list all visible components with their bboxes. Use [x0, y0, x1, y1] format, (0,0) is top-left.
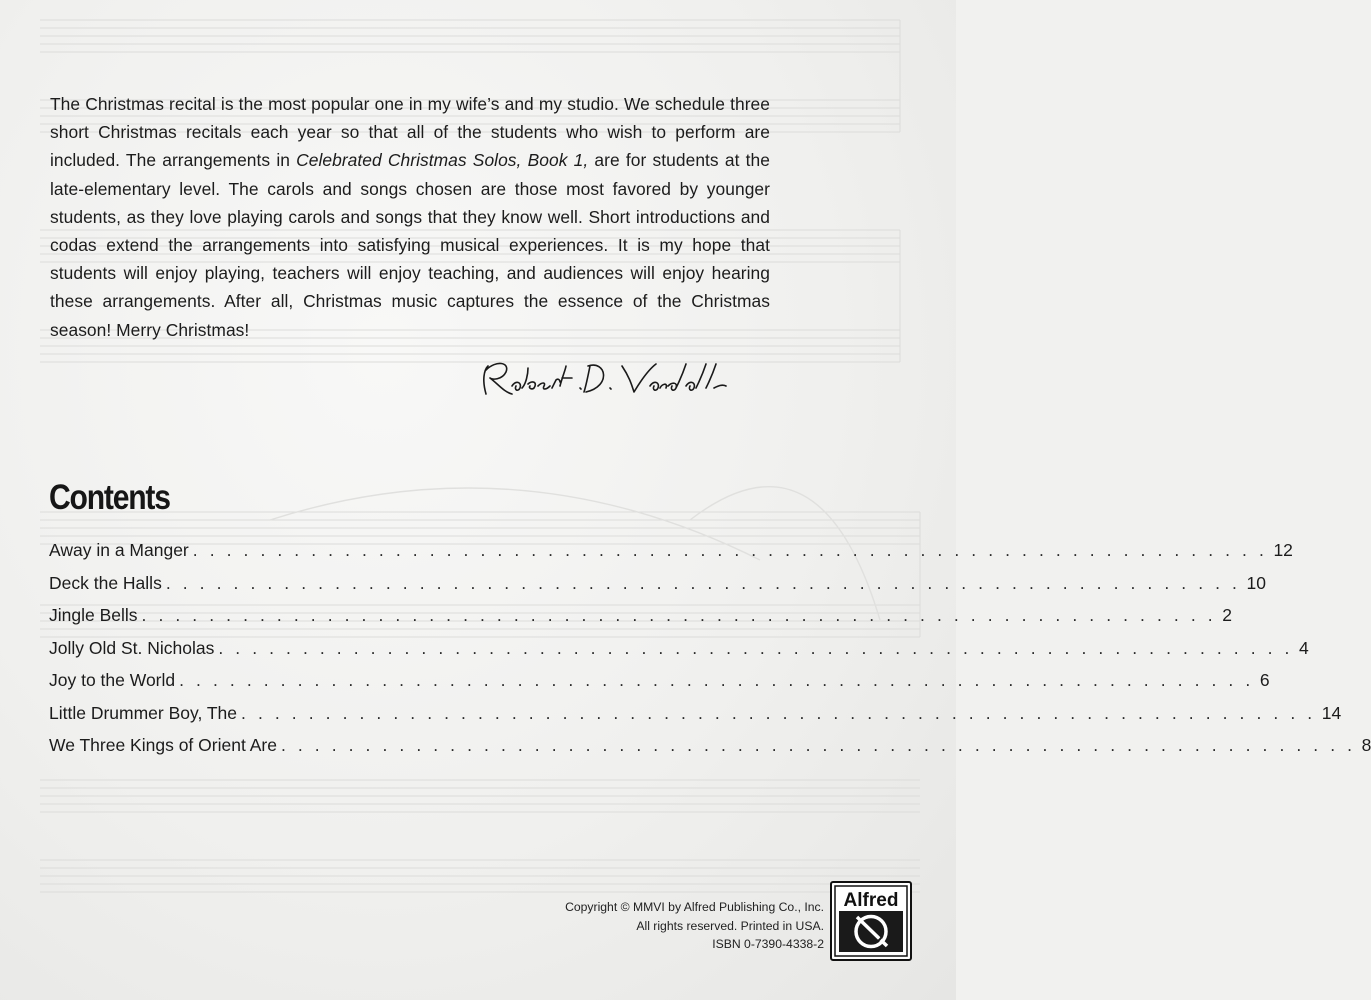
toc-dot-leader: . . . . . . . . . . . . . . . . . . . . . . . . . . . . . . . . . . . . . . . . . . . . . . . . . . . . . . . . . . . . . . . . — [218, 637, 1294, 658]
toc-entry-title: Away in a Manger — [49, 540, 189, 560]
alfred-logo — [830, 881, 912, 961]
table-of-contents — [49, 540, 1371, 768]
toc-dot-leader: . . . . . . . . . . . . . . . . . . . . . . . . . . . . . . . . . . . . . . . . . . . . . . . . . . . . . . . . . . . . . . . . — [280, 735, 1356, 755]
toc-entry-title: Jingle Bells — [49, 605, 138, 625]
toc-dot-leader: . . . . . . . . . . . . . . . . . . . . . . . . . . . . . . . . . . . . . . . . . . . . . . . . . . . . . . . . . . . . . . . . — [192, 540, 1268, 560]
alfred-logo-text: Alfred — [843, 890, 899, 911]
toc-entry-page: 8 — [1361, 735, 1371, 755]
toc-entry — [49, 670, 1270, 703]
toc-entry-title: Joy to the World — [49, 670, 176, 690]
toc-entry — [49, 637, 1309, 671]
toc-dot-leader: . . . . . . . . . . . . . . . . . . . . . . . . . . . . . . . . . . . . . . . . . . . . . . . . . . . . . . . . . . . . . . . . — [179, 670, 1254, 690]
toc-entry-title: We Three Kings of Orient Are — [49, 735, 277, 755]
toc-entry-title: Little Drummer Boy, The — [49, 702, 238, 723]
toc-dot-leader: . . . . . . . . . . . . . . . . . . . . . . . . . . . . . . . . . . . . . . . . . . . . . . . . . . . . . . . . . . . . . . . . — [141, 605, 1217, 625]
toc-entry — [49, 605, 1232, 638]
toc-entry-page: 6 — [1259, 670, 1270, 690]
toc-entry-title: Jolly Old St. Nicholas — [49, 637, 215, 658]
toc-entry-page: 14 — [1321, 702, 1342, 723]
contents-heading: Contents — [49, 478, 170, 517]
intro-book-title: Celebrated Christmas Solos, Book 1, — [296, 150, 589, 171]
toc-entry — [49, 702, 1342, 736]
intro-text-part2: are for students at the late-elementary level. The carols and songs chosen are those most favored by younger students, as they love playing carols and songs that they know well. Short introductions and codas extend the arrangements into satisfying musical experiences. It is my hope that students will enjoy playing, teachers will enjoy teaching, and audiences will enjoy hearing these arrangements. After all, Christmas music captures the essence of the Christmas season! Merry Christmas! — [50, 150, 770, 340]
toc-entry — [49, 572, 1266, 606]
toc-entry-page: 12 — [1273, 540, 1293, 560]
toc-dot-leader: . . . . . . . . . . . . . . . . . . . . . . . . . . . . . . . . . . . . . . . . . . . . . . . . . . . . . . . . . . . . . . . . — [241, 702, 1316, 723]
toc-entry-page: 10 — [1246, 572, 1266, 593]
toc-entry — [49, 540, 1293, 573]
toc-entry-page: 2 — [1222, 605, 1232, 625]
isbn-line: ISBN 0-7390-4338-2 — [712, 937, 824, 951]
toc-entry-title: Deck the Halls — [49, 572, 162, 593]
signature-robert-d-vandall — [472, 352, 737, 404]
toc-entry-page: 4 — [1299, 637, 1309, 658]
rights-line: All rights reserved. Printed in USA. — [636, 918, 824, 933]
copyright-line: Copyright © MMVI by Alfred Publishing Co., Inc. — [565, 900, 824, 914]
intro-text-part1: The Christmas recital is the most popular one in my wife’s and my studio. We schedule three short Christmas recitals each year so that all of the students who wish to perform are included. The arrangements in — [50, 94, 770, 171]
toc-dot-leader: . . . . . . . . . . . . . . . . . . . . . . . . . . . . . . . . . . . . . . . . . . . . . . . . . . . . . . . . . . . . . . . . — [165, 572, 1241, 593]
toc-entry — [49, 735, 1371, 768]
copyright-block — [565, 898, 824, 954]
introduction-paragraph — [50, 90, 770, 344]
